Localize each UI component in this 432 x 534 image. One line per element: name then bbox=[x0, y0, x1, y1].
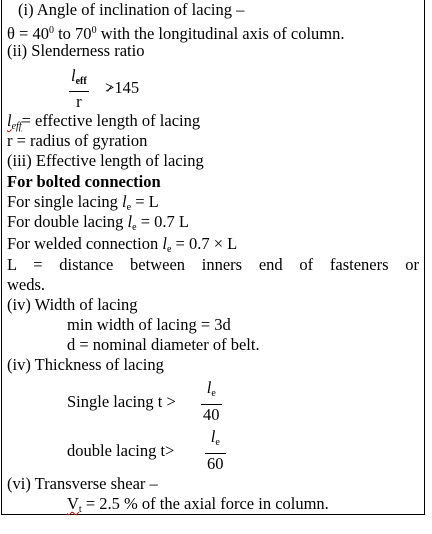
single-thickness-fraction: $l_e$ 40 bbox=[203, 378, 220, 424]
double-lacing-length: For double lacing $l_e = 0.7$ L bbox=[7, 212, 189, 233]
slenderness-heading: (ii) Slenderness ratio bbox=[7, 41, 145, 60]
theta-range-line: $\theta = 40^0$ to $70^0$ with the longitudinal axis of column. bbox=[7, 24, 345, 43]
width-heading: (iv) Width of lacing bbox=[7, 295, 138, 314]
angle-heading: (i) Angle of inclination of lacing – bbox=[18, 0, 245, 19]
thickness-heading: (iv) Thickness of lacing bbox=[7, 355, 164, 374]
effective-length-heading: (iii) Effective length of lacing bbox=[7, 151, 204, 170]
single-lacing-thickness: Single lacing t > bbox=[67, 392, 176, 411]
single-lacing-length: For single lacing $l_e = L$ bbox=[7, 192, 159, 213]
slenderness-limit: >145 bbox=[105, 78, 140, 97]
transverse-shear-value: $V_t = 2.5$ % of the axial force in column. bbox=[67, 494, 329, 515]
fraction-denominator: r bbox=[76, 92, 82, 111]
not-greater-than-symbol: > bbox=[105, 78, 115, 97]
transverse-shear-heading: (vi) Transverse shear – bbox=[7, 474, 158, 493]
bolted-connection-heading: For bolted connection bbox=[7, 172, 161, 191]
leff-symbol: $l_{eff}$ bbox=[7, 111, 22, 132]
leff-definition: $l_{eff}=$ effective length of lacing bbox=[7, 111, 201, 132]
min-width-line: min width of lacing = 3d bbox=[67, 315, 231, 334]
vt-symbol: $V_t$ bbox=[67, 494, 82, 515]
fraction-numerator: $l_{eff}$ bbox=[71, 66, 87, 87]
double-lacing-thickness: double lacing t> bbox=[67, 441, 175, 460]
double-thickness-fraction: $l_e$ 60 bbox=[207, 427, 224, 473]
document-body bbox=[1, 0, 425, 515]
L-definition-line1: L = distance between inners end of fasteners or bbox=[7, 255, 419, 274]
r-definition: r = radius of gyration bbox=[7, 131, 148, 150]
slenderness-fraction bbox=[69, 66, 89, 111]
d-definition: d = nominal diameter of belt. bbox=[67, 335, 260, 354]
welded-connection-length: For welded connection $l_e = 0.7 \times L$ bbox=[7, 234, 238, 255]
L-definition-line2: weds. bbox=[7, 275, 46, 294]
